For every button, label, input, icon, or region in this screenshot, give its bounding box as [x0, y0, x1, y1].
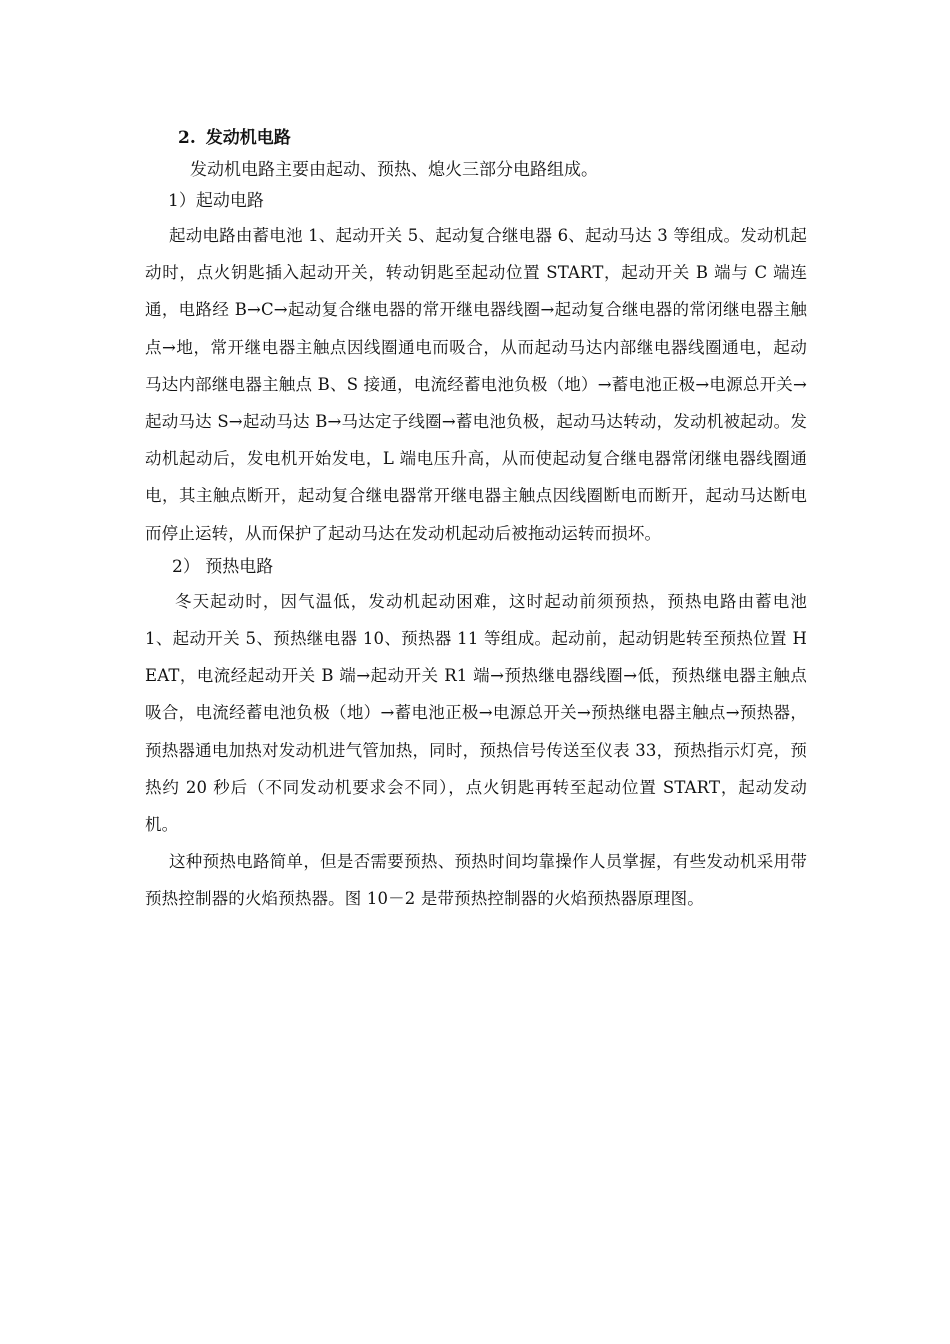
subsection-heading-preheat-circuit: 2） 预热电路	[172, 556, 274, 577]
section-number: 2.	[178, 128, 196, 148]
page-content	[145, 124, 807, 918]
starting-circuit-paragraph: 起动电路由蓄电池 1、起动开关 5、起动复合继电器 6、起动马达 3 等组成。发动机起动时，点火钥匙插入起动开关，转动钥匙至起动位置 START，起动开关 B 端与 C 端连通，电路经 B→C→起动复合继电器的常开继电器线圈→起动复合继电器的常闭继电器主触点→地，常开继电器主触点因线圈通电而吸合，从而起动马达内部继电器线圈通电，起动马达内部继电器主触点 B、S 接通，电流经蓄电池负极（地）→蓄电池正极→电源总开关→起动马达 S→起动马达 B→马达定子线圈→蓄电池负极，起动马达转动，发动机被起动。发动机起动后，发电机开始发电，L 端电压升高，从而使起动复合继电器常闭继电器线圈通电，其主触点断开，起动复合继电器常开继电器主触点因线圈断电而断开，起动马达断电而停止运转，从而保护了起动马达在发动机起动后被拖动运转而损坏。	[145, 226, 807, 543]
preheat-circuit-paragraph: 冬天起动时，因气温低，发动机起动困难，这时起动前须预热，预热电路由蓄电池 1、起动开关 5、预热继电器 10、预热器 11 等组成。起动前，起动钥匙转至预热位置 HEAT，电流经起动开关 B 端→起动开关 R1 端→预热继电器线圈→低，预热继电器主触点吸合，电流经蓄电池负极（地）→蓄电池正极→电源总开关→预热继电器主触点→预热器，预热器通电加热对发动机进气管加热，同时，预热信号传送至仪表 33，预热指示灯亮，预热约 20 秒后（不同发动机要求会不同），点火钥匙再转至起动位置 START，起动发动机。	[145, 591, 807, 835]
preheat-summary-paragraph: 这种预热电路简单，但是否需要预热、预热时间均靠操作人员掌握，有些发动机采用带预热控制器的火焰预热器。图 10－2 是带预热控制器的火焰预热器原理图。	[145, 852, 807, 909]
subsection-heading-starting-circuit: 1）起动电路	[168, 191, 264, 211]
section-title: 发动机电路	[205, 128, 291, 148]
intro-paragraph: 发动机电路主要由起动、预热、熄火三部分电路组成。	[190, 160, 598, 180]
section-heading	[145, 124, 807, 152]
